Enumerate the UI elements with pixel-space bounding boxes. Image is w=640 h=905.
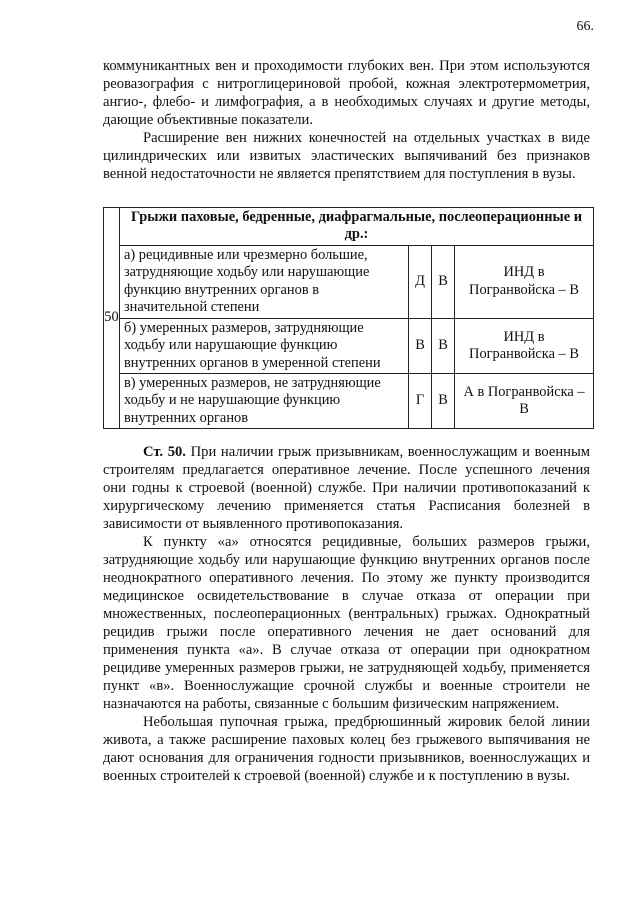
row-c-description: в) умеренных размеров, не затрудняющие ходьбу и не нарушающие функцию внутренних органов [120, 374, 409, 429]
commentary-paragraph-3: Небольшая пупочная грыжа, предбрюшинный жировик белой линии живота, а также расширение паховых колец без грыжевого выпячивания не дают основания для ограничения годности призывников, военнослужащих и военных строителей к строевой (военной) службе и к поступлению в вузы. [103, 714, 590, 784]
table-header: Грыжи паховые, бедренные, диафрагмальные, послеоперационные и др.: [120, 208, 594, 246]
page-number: 66. [576, 19, 594, 34]
row-a-category-3: ИНД в Погранвойска – В [455, 245, 594, 318]
table-row [104, 245, 594, 318]
article-label: Ст. 50. [143, 444, 186, 460]
commentary-text [103, 443, 590, 785]
row-a-category-1: Д [409, 245, 432, 318]
disease-schedule-table [103, 207, 594, 429]
intro-paragraph-2: Расширение вен нижних конечностей на отдельных участках в виде цилиндрических или извитых эластических выпячиваний без признаков венной недостаточности не является препятствием для поступления в вузы. [103, 130, 590, 182]
table-row [104, 318, 594, 373]
row-b-category-2: В [432, 318, 455, 373]
intro-paragraph-1: коммуникантных вен и проходимости глубоких вен. При этом используются реовазография с нитроглицериновой пробой, кожная электротермометрия, ангио-, флебо- и лимфография, а в необходимых случаях и другие методы, дающие объективные показатели. [103, 58, 590, 128]
row-b-category-1: В [409, 318, 432, 373]
row-a-description: а) рецидивные или чрезмерно большие, затрудняющие ходьбу или нарушающие функцию внутренних органов в значительной степени [120, 245, 409, 318]
commentary-paragraph-1 [103, 443, 590, 533]
article-number-cell: 50 [104, 208, 120, 429]
row-c-category-1: Г [409, 374, 432, 429]
table-header-row [104, 208, 594, 246]
intro-text [103, 57, 590, 183]
row-b-description: б) умеренных размеров, затрудняющие ходьбу или нарушающие функцию внутренних органов в умеренной степени [120, 318, 409, 373]
row-b-category-3: ИНД в Погранвойска – В [455, 318, 594, 373]
commentary-paragraph-2: К пункту «а» относятся рецидивные, больших размеров грыжи, затрудняющие ходьбу или нарушающие функцию внутренних органов после неоднократного оперативного лечения. По этому же пункту производится медицинское освидетельствование в случае отказа от операции при множественных, послеоперационных (вентральных) грыжах. Однократный рецидив грыжи после оперативного лечения не дает оснований для применения пункта «а». В случае отказа от операции при однократном рецидиве умеренных размеров грыжи, не затрудняющей ходьбу, применяется пункт «в». Военнослужащие срочной службы и военные строители не назначаются на работы, связанные с большим физическим напряжением. [103, 534, 590, 712]
row-a-category-2: В [432, 245, 455, 318]
table-row [104, 374, 594, 429]
row-c-category-2: В [432, 374, 455, 429]
row-c-category-3: А в Погранвойска – В [455, 374, 594, 429]
commentary-paragraph-1-text: При наличии грыж призывникам, военнослужащим и военным строителям предлагается оперативное лечение. После успешного лечения они годны к строевой (военной) службе. При наличии противопоказаний к хирургическому лечению применяется статья Расписания болезней в зависимости от выявленного противопоказания. [103, 444, 590, 532]
